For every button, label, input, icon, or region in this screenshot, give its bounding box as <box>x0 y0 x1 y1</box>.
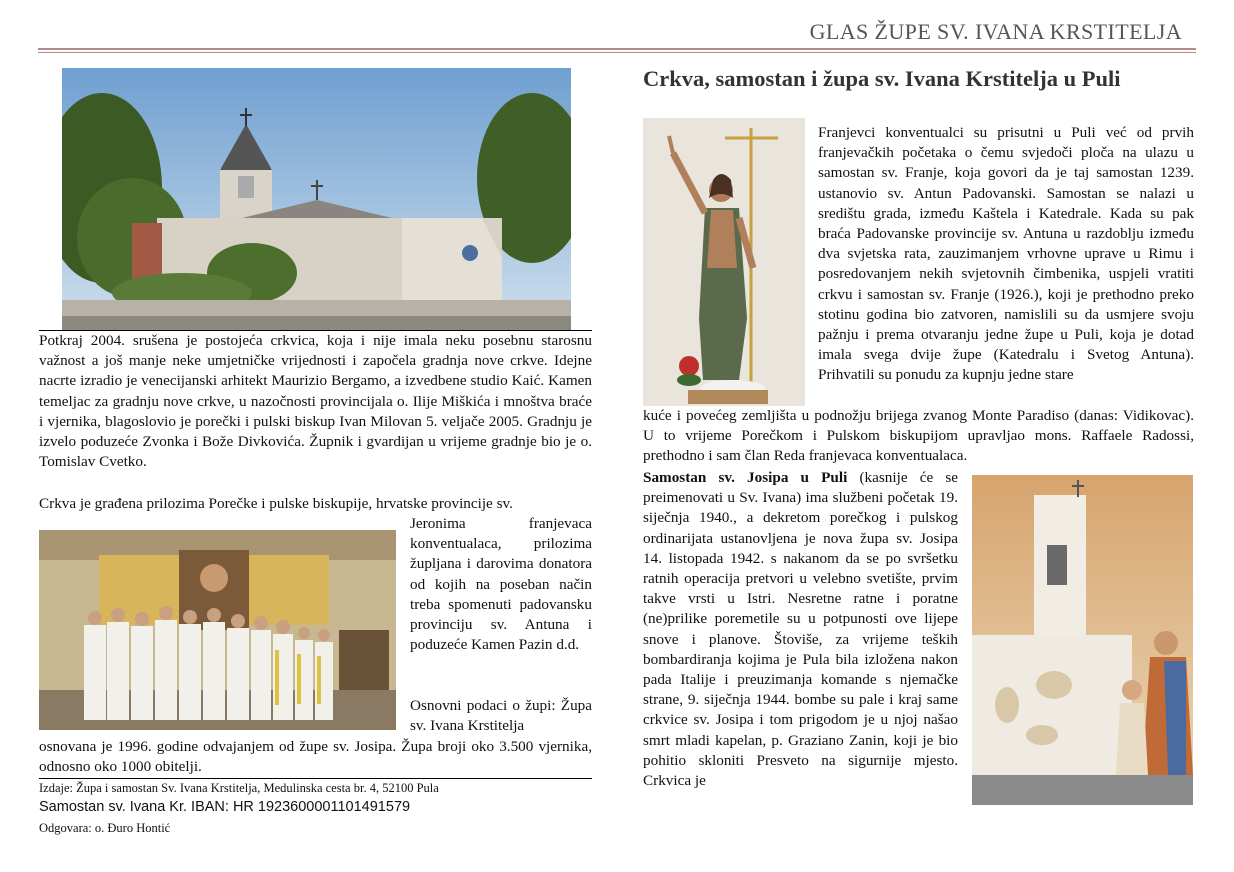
publisher-line: Izdaje: Župa i samostan Sv. Ivana Krstitelja, Medulinska cesta br. 4, 52100 Pula <box>39 781 439 795</box>
clergy-group-photo <box>39 530 396 730</box>
publication-header: GLAS ŽUPE SV. IVANA KRSTITELJA <box>809 19 1182 44</box>
editor-line: Odgovara: o. Đuro Hontić <box>39 821 171 835</box>
bell-tower-statue-photo <box>972 475 1193 805</box>
left-paragraph-2-wrap: Jeronima franjevaca konventualaca, prilozima župljana i darovima donatora od kojih na poseban način treba spomenuti padovansku provinciju sv. Antuna i poduzeće Kamen Pazin d.d. <box>410 515 592 654</box>
right-paragraph-2-heading: Samostan sv. Josipa u Puli <box>643 469 848 486</box>
header-rule-top <box>38 48 1196 50</box>
header-rule-bottom <box>38 52 1196 53</box>
left-paragraph-2-line: Crkva je građena prilozima Porečke i pulske biskupije, hrvatske provincije sv. <box>39 495 513 512</box>
left-column-rule-bottom <box>39 778 592 779</box>
article-title: Crkva, samostan i župa sv. Ivana Krstitelja u Puli <box>643 66 1121 91</box>
church-exterior-photo <box>62 68 571 330</box>
left-paragraph-1: Potkraj 2004. srušena je postojeća crkvica, koja i nije imala neku posebnu starosnu važnost a još manje neke umjetničke vrijednosti i započela gradnja nove crkve. Idejne nacrte izradio je venecijanski arhitekt Maurizio Bergamo, a izvedbene studio Kaić. Kamen temeljac za gradnju nove crkve, u nazočnosti provincijala o. Ilije Miškića i mnoštva braće i vjernika, blagoslovio je porečki i pulski biskup Ivan Milovan 5. veljače 2005. Gradnju je izvelo poduzeće Zvonka i Bože Divkovića. Župnik i gvardijan u vrijeme gradnje bio je o. Tomislav Cvetko. <box>39 332 592 471</box>
right-paragraph-1-full: kuće i povećeg zemljišta u podnožju brijega zvanog Monte Paradiso (danas: Vidikovac). U to vrijeme Porečkom i Pulskom biskupijom upravljao mons. Raffaele Radossi, prethodno i sam član Reda franjevaca konventualaca. <box>643 407 1194 465</box>
right-paragraph-2 <box>643 468 958 791</box>
left-paragraph-3-wrap: Osnovni podaci o župi: Župa sv. Ivana Krstitelja <box>410 697 592 735</box>
john-baptist-statue-photo <box>643 118 805 406</box>
right-paragraph-1-wrap: Franjevci konventualci su prisutni u Puli već od prvih franjevačkih početaka o čemu svjedoči ploča na ulazu u samostan sv. Franje, koja govori da je taj samostan 1239. ustanovio sv. Antun Padovanski. Samostan se nalazi u središtu grada, između Kaštela i Katedrale. Kada su pak braća Padovanske provincije sv. Antuna u razdoblju između dva svjetska rata, zauzimanjem vrhovne uprave u Rimu i posredovanjem nekih svjetovnih čimbenika, uspjeli vratiti crkvu i samostan sv. Franje (1926.), koji je prethodno preko stotinu godina bio zatvoren, namislili su da usmjere svoju pažnju i prema otvaranju jedne župe u Puli, koja je dotad imala svega dvije župe (Katedralu i Svetog Antuna). Prihvatili su ponudu za kupnju jedne stare <box>818 124 1194 384</box>
iban-line: Samostan sv. Ivana Kr. IBAN: HR 1923600001101491579 <box>39 799 411 815</box>
left-paragraph-3-full: osnovana je 1996. godine odvajanjem od župe sv. Josipa. Župa broji oko 3.500 vjernika, odnosno oko 1000 obitelji. <box>39 738 592 776</box>
right-paragraph-2-body: (kasnije će se preimenovati u Sv. Ivana) ima službeni početak 19. siječnja 1940., a dekretom porečkog i pulskog ordinarijata ustanovljena je nova župa sv. Josipa 14. listopada 1942. s nakanom da se po svršetku ratnih operacija pretvori u velebno svetište, prvim takve vrsti u Istri. Nesretne ratne i poratne (ne)prilike poremetile su u potpunosti ove lijepe snove i planove. Štoviše, za vrijeme teških bombardiranja kojima je Pula bila izložena nakon pada Italije i preuzimanja komande s njemačke strane, 9. siječnja 1944. bombe su pale i kraj same crkvice sv. Josipa i tom prigodom je u njoj našao smrt mladi kapelan, p. Graziano Zanin, koji je bio pohitio skloniti Presveto na sigurnije mjesto. Crkvica je <box>643 469 958 790</box>
